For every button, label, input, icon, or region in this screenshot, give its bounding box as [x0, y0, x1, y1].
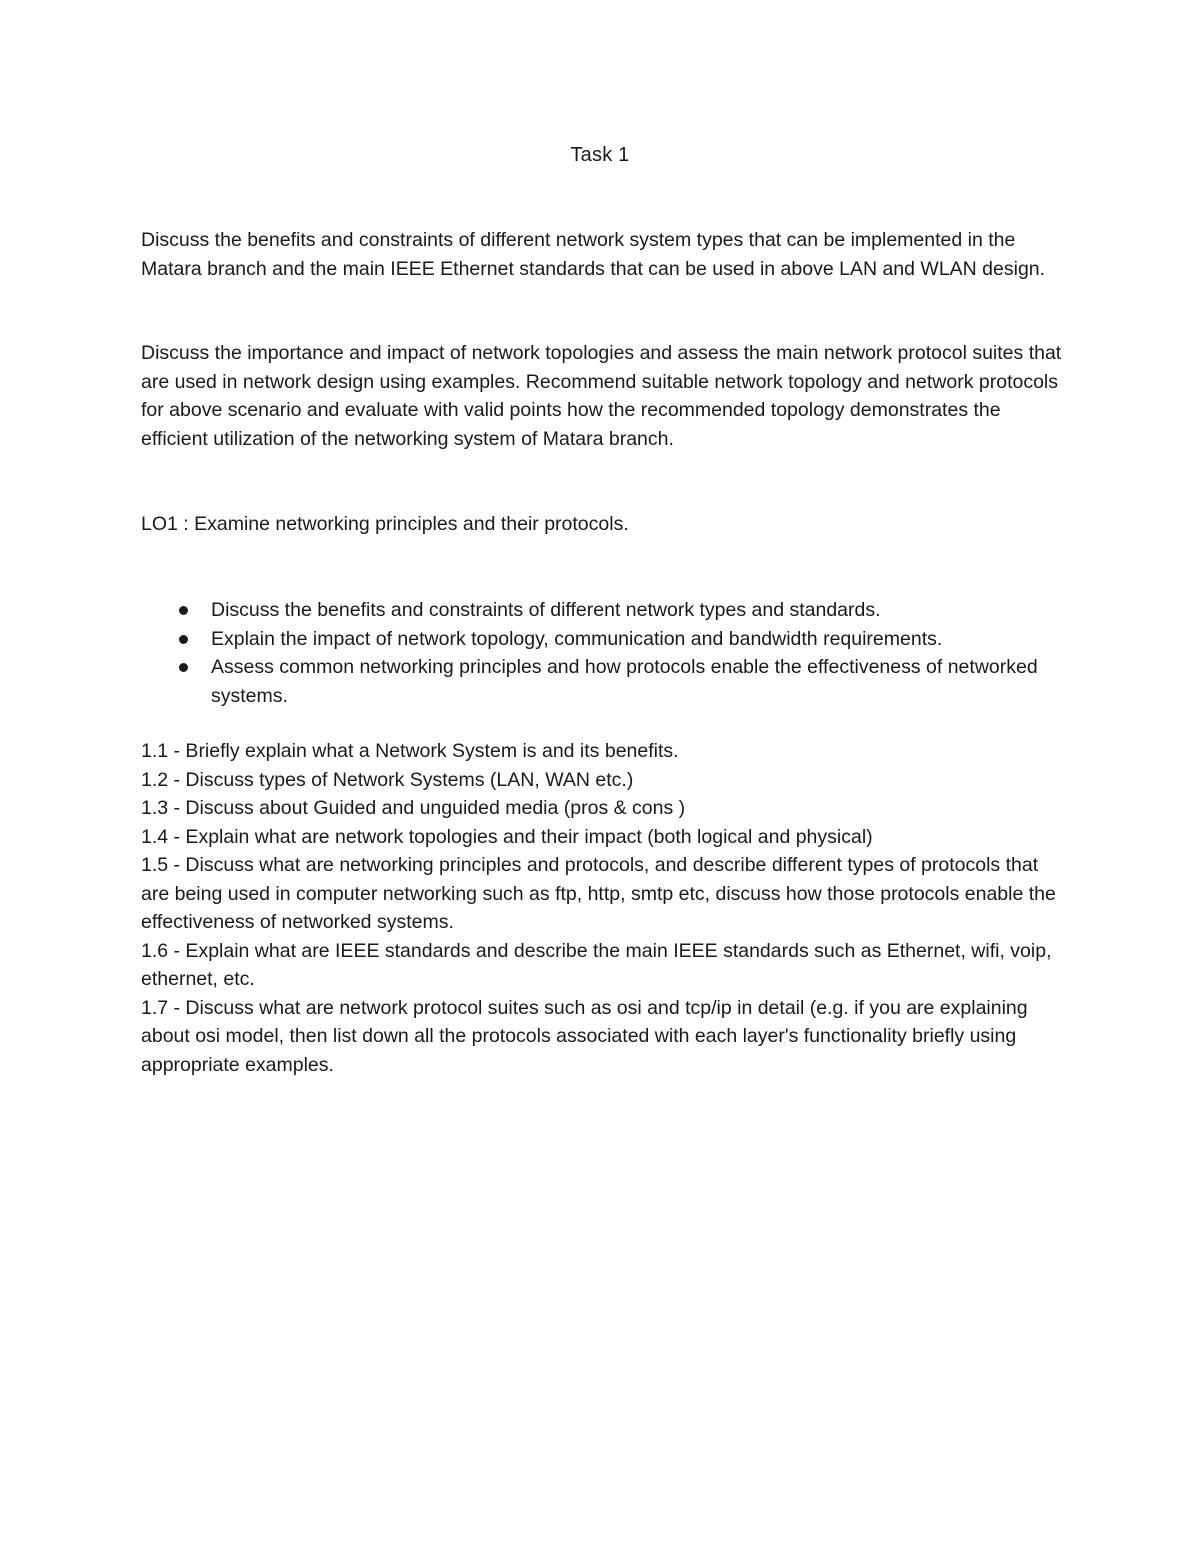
criteria-item [141, 596, 1066, 625]
task-item-1-3: 1.3 - Discuss about Guided and unguided media (pros & cons ) [141, 797, 686, 819]
task-items [141, 737, 1066, 1079]
task-item-1-1: 1.1 - Briefly explain what a Network System is and its benefits. [141, 740, 679, 762]
task-item-1-4: 1.4 - Explain what are network topologies and their impact (both logical and physical) [141, 825, 873, 848]
criteria-text: Explain the impact of network topology, communication and bandwidth requirements. [211, 627, 943, 650]
criteria-text: Discuss the benefits and constraints of different network types and standards. [211, 599, 881, 621]
criteria-text: Assess common networking principles and how protocols enable the effectiveness of networked systems. [211, 656, 1038, 707]
task-item-1-2: 1.2 - Discuss types of Network Systems (LAN, WAN etc.) [141, 768, 634, 791]
task-item-1-6: 1.6 - Explain what are IEEE standards and describe the main IEEE standards such as Ethernet, wifi, voip, ethernet, etc. [141, 939, 1052, 990]
task-paragraph-1: Discuss the benefits and constraints of different network system types that can be implemented in the Matara branch and the main IEEE Ethernet standards that can be used in above LAN and WLAN design. [141, 229, 1046, 280]
task-paragraph-2: Discuss the importance and impact of network topologies and assess the main network protocol suites that are used in network design using examples. Recommend suitable network topology and network protocols for above scenario and evaluate with valid points how the recommended topology demonstrates the efficient utilization of the networking system of Matara branch. [141, 342, 1062, 450]
criteria-list [141, 596, 1066, 710]
task-item-1-5: 1.5 - Discuss what are networking principles and protocols, and describe different types of protocols that are being used in computer networking such as ftp, http, smtp etc, discuss how those protocols enable the effectiveness of networked systems. [141, 854, 1056, 933]
task-item-1-7: 1.7 - Discuss what are network protocol suites such as osi and tcp/ip in detail (e.g. if you are explaining about osi model, then list down all the protocols associated with each layer's functionality briefly using appropriate examples. [141, 996, 1028, 1076]
page-title: Task 1 [570, 144, 630, 166]
bullet-icon [179, 635, 188, 644]
learning-outcome: LO1 : Examine networking principles and their protocols. [141, 513, 629, 535]
criteria-item [141, 653, 1066, 710]
bullet-icon [179, 663, 188, 672]
criteria-item [141, 625, 1066, 654]
bullet-icon [179, 606, 188, 615]
